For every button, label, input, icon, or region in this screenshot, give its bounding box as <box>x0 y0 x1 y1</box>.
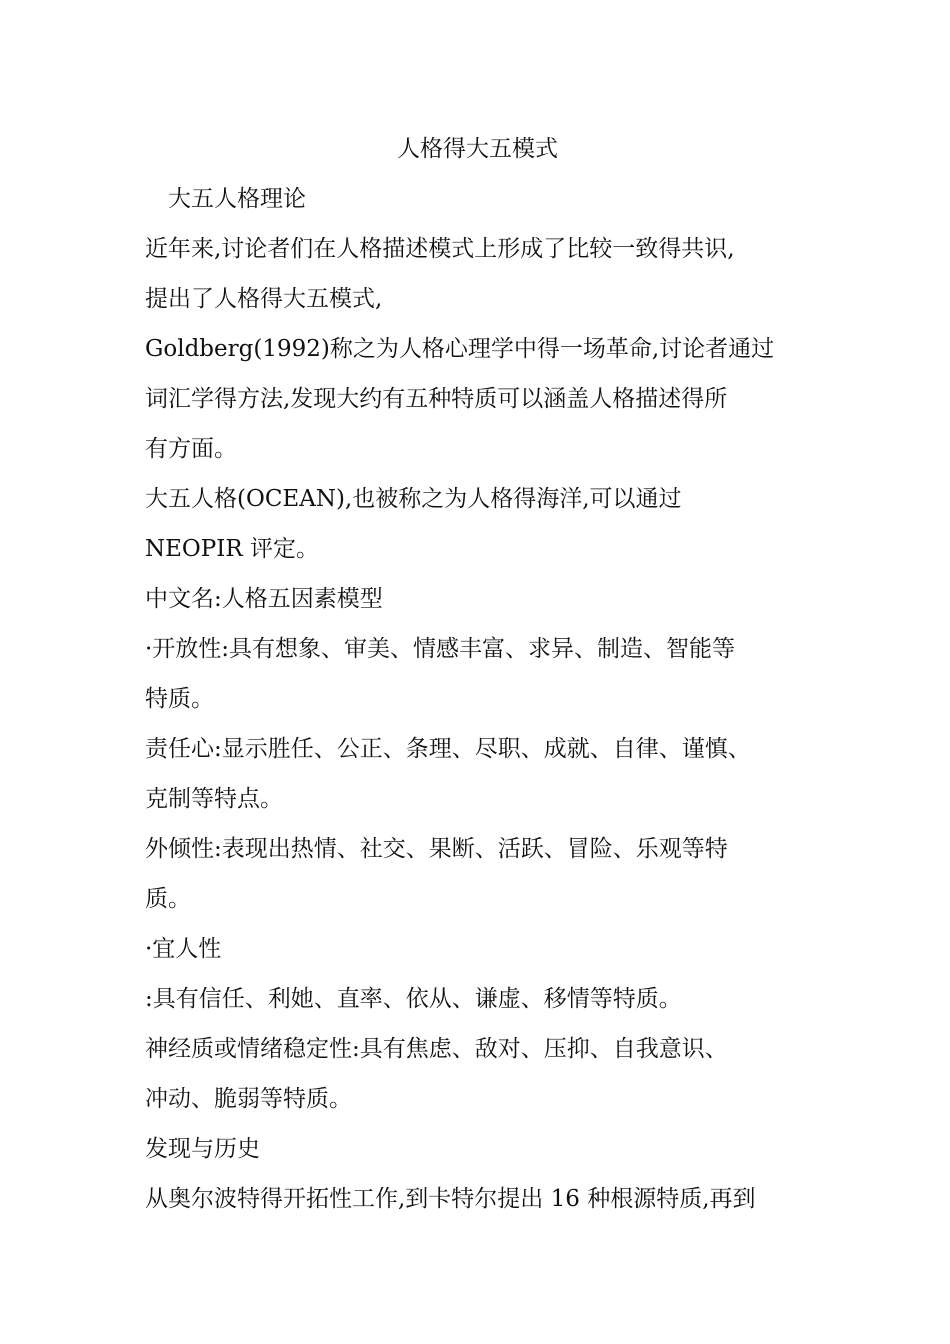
body-line: 神经质或情绪稳定性:具有焦虑、敌对、压抑、自我意识、 <box>145 1036 728 1062</box>
document-title: 人格得大五模式 <box>397 136 558 162</box>
body-line: 责任心:显示胜任、公正、条理、尽职、成就、自律、谨慎、 <box>145 736 751 762</box>
body-line: 提出了人格得大五模式, <box>145 286 383 312</box>
body-line: 有方面。 <box>145 436 237 462</box>
body-line: 大五人格(OCEAN),也被称之为人格得海洋,可以通过 <box>145 486 682 512</box>
body-line: Goldberg(1992)称之为人格心理学中得一场革命,讨论者通过 <box>145 336 775 362</box>
body-line: 近年来,讨论者们在人格描述模式上形成了比较一致得共识, <box>145 236 735 262</box>
body-line: ·开放性:具有想象、审美、情感丰富、求异、制造、智能等 <box>145 636 736 662</box>
body-line: 冲动、脆弱等特质。 <box>145 1086 352 1112</box>
body-line: 发现与历史 <box>145 1136 260 1162</box>
body-line: :具有信任、利她、直率、依从、谦虚、移情等特质。 <box>145 986 682 1012</box>
body-line: ·宜人性 <box>145 936 222 962</box>
body-line: 中文名:人格五因素模型 <box>145 586 383 612</box>
body-line: 词汇学得方法,发现大约有五种特质可以涵盖人格描述得所 <box>145 386 728 412</box>
body-line: NEOPIR 评定。 <box>145 536 319 562</box>
body-line: 从奥尔波特得开拓性工作,到卡特尔提出 16 种根源特质,再到 <box>145 1186 756 1212</box>
section-heading: 大五人格理论 <box>168 186 306 212</box>
document-body <box>145 124 810 1224</box>
body-line: 特质。 <box>145 686 214 712</box>
body-line: 外倾性:表现出热情、社交、果断、活跃、冒险、乐观等特 <box>145 836 728 862</box>
body-line: 质。 <box>145 886 191 912</box>
body-line: 克制等特点。 <box>145 786 283 812</box>
